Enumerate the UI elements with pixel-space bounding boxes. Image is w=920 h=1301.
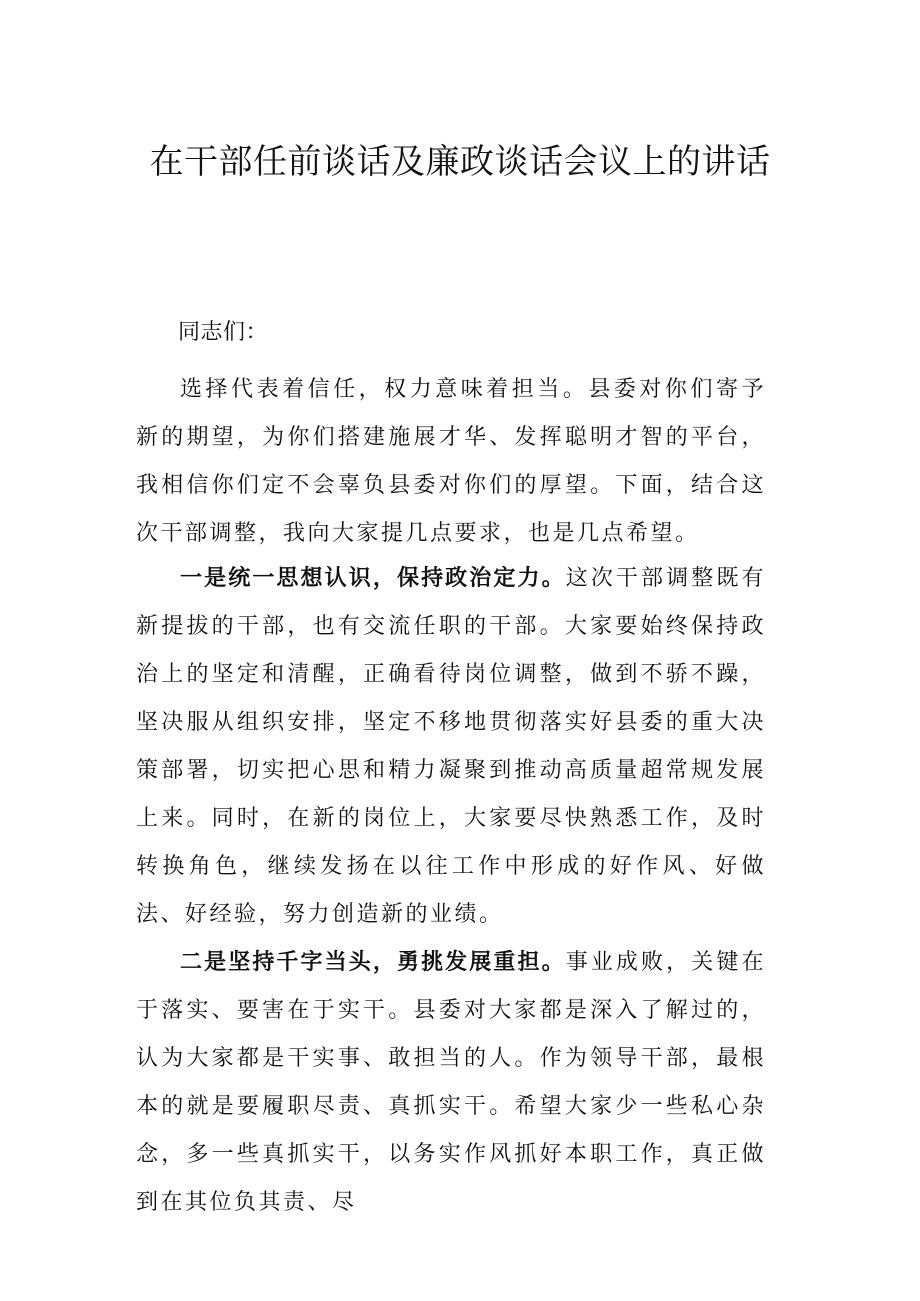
paragraph-intro xyxy=(136,366,766,558)
paragraph-lead: 一是统一思想认识，保持政治定力。 xyxy=(180,566,566,591)
paragraph-text: 选择代表着信任，权力意味着担当。县委对你们寄予新的期望，为你们搭建施展才华、发挥聪明才智的平台，我相信你们定不会辜负县委对你们的厚望。下面，结合这次干部调整，我向大家提几点要求，也是几点希望。 xyxy=(136,377,766,546)
salutation: 同志们： xyxy=(178,320,269,345)
paragraph-text: 事业成败，关键在于落实、要害在于实干。县委对大家都是深入了解过的，认为大家都是干实事、敢担当的人。作为领导干部，最根本的就是要履职尽责、真抓实干。希望大家少一些私心杂念，多一些真抓实干，以务实作风抓好本职工作，真正做到在其位负其责、尽 xyxy=(136,950,766,1215)
paragraph-text: 这次干部调整既有新提拔的干部，也有交流任职的干部。大家要始终保持政治上的坚定和清醒，正确看待岗位调整，做到不骄不躁，坚决服从组织安排，坚定不移地贯彻落实好县委的重大决策部署，切实把心思和精力凝聚到推动高质量超常规发展上来。同时，在新的岗位上，大家要尽快熟悉工作，及时转换角色，继续发扬在以往工作中形成的好作风、好做法、好经验，努力创造新的业绩。 xyxy=(136,566,766,927)
paragraph-point-two xyxy=(136,939,766,1215)
paragraph-lead: 二是坚持千字当头，勇挑发展重担。 xyxy=(180,950,566,975)
paragraph-point-one xyxy=(136,555,766,939)
document-title: 在干部任前谈话及廉政谈话会议上的讲话 xyxy=(149,142,771,182)
